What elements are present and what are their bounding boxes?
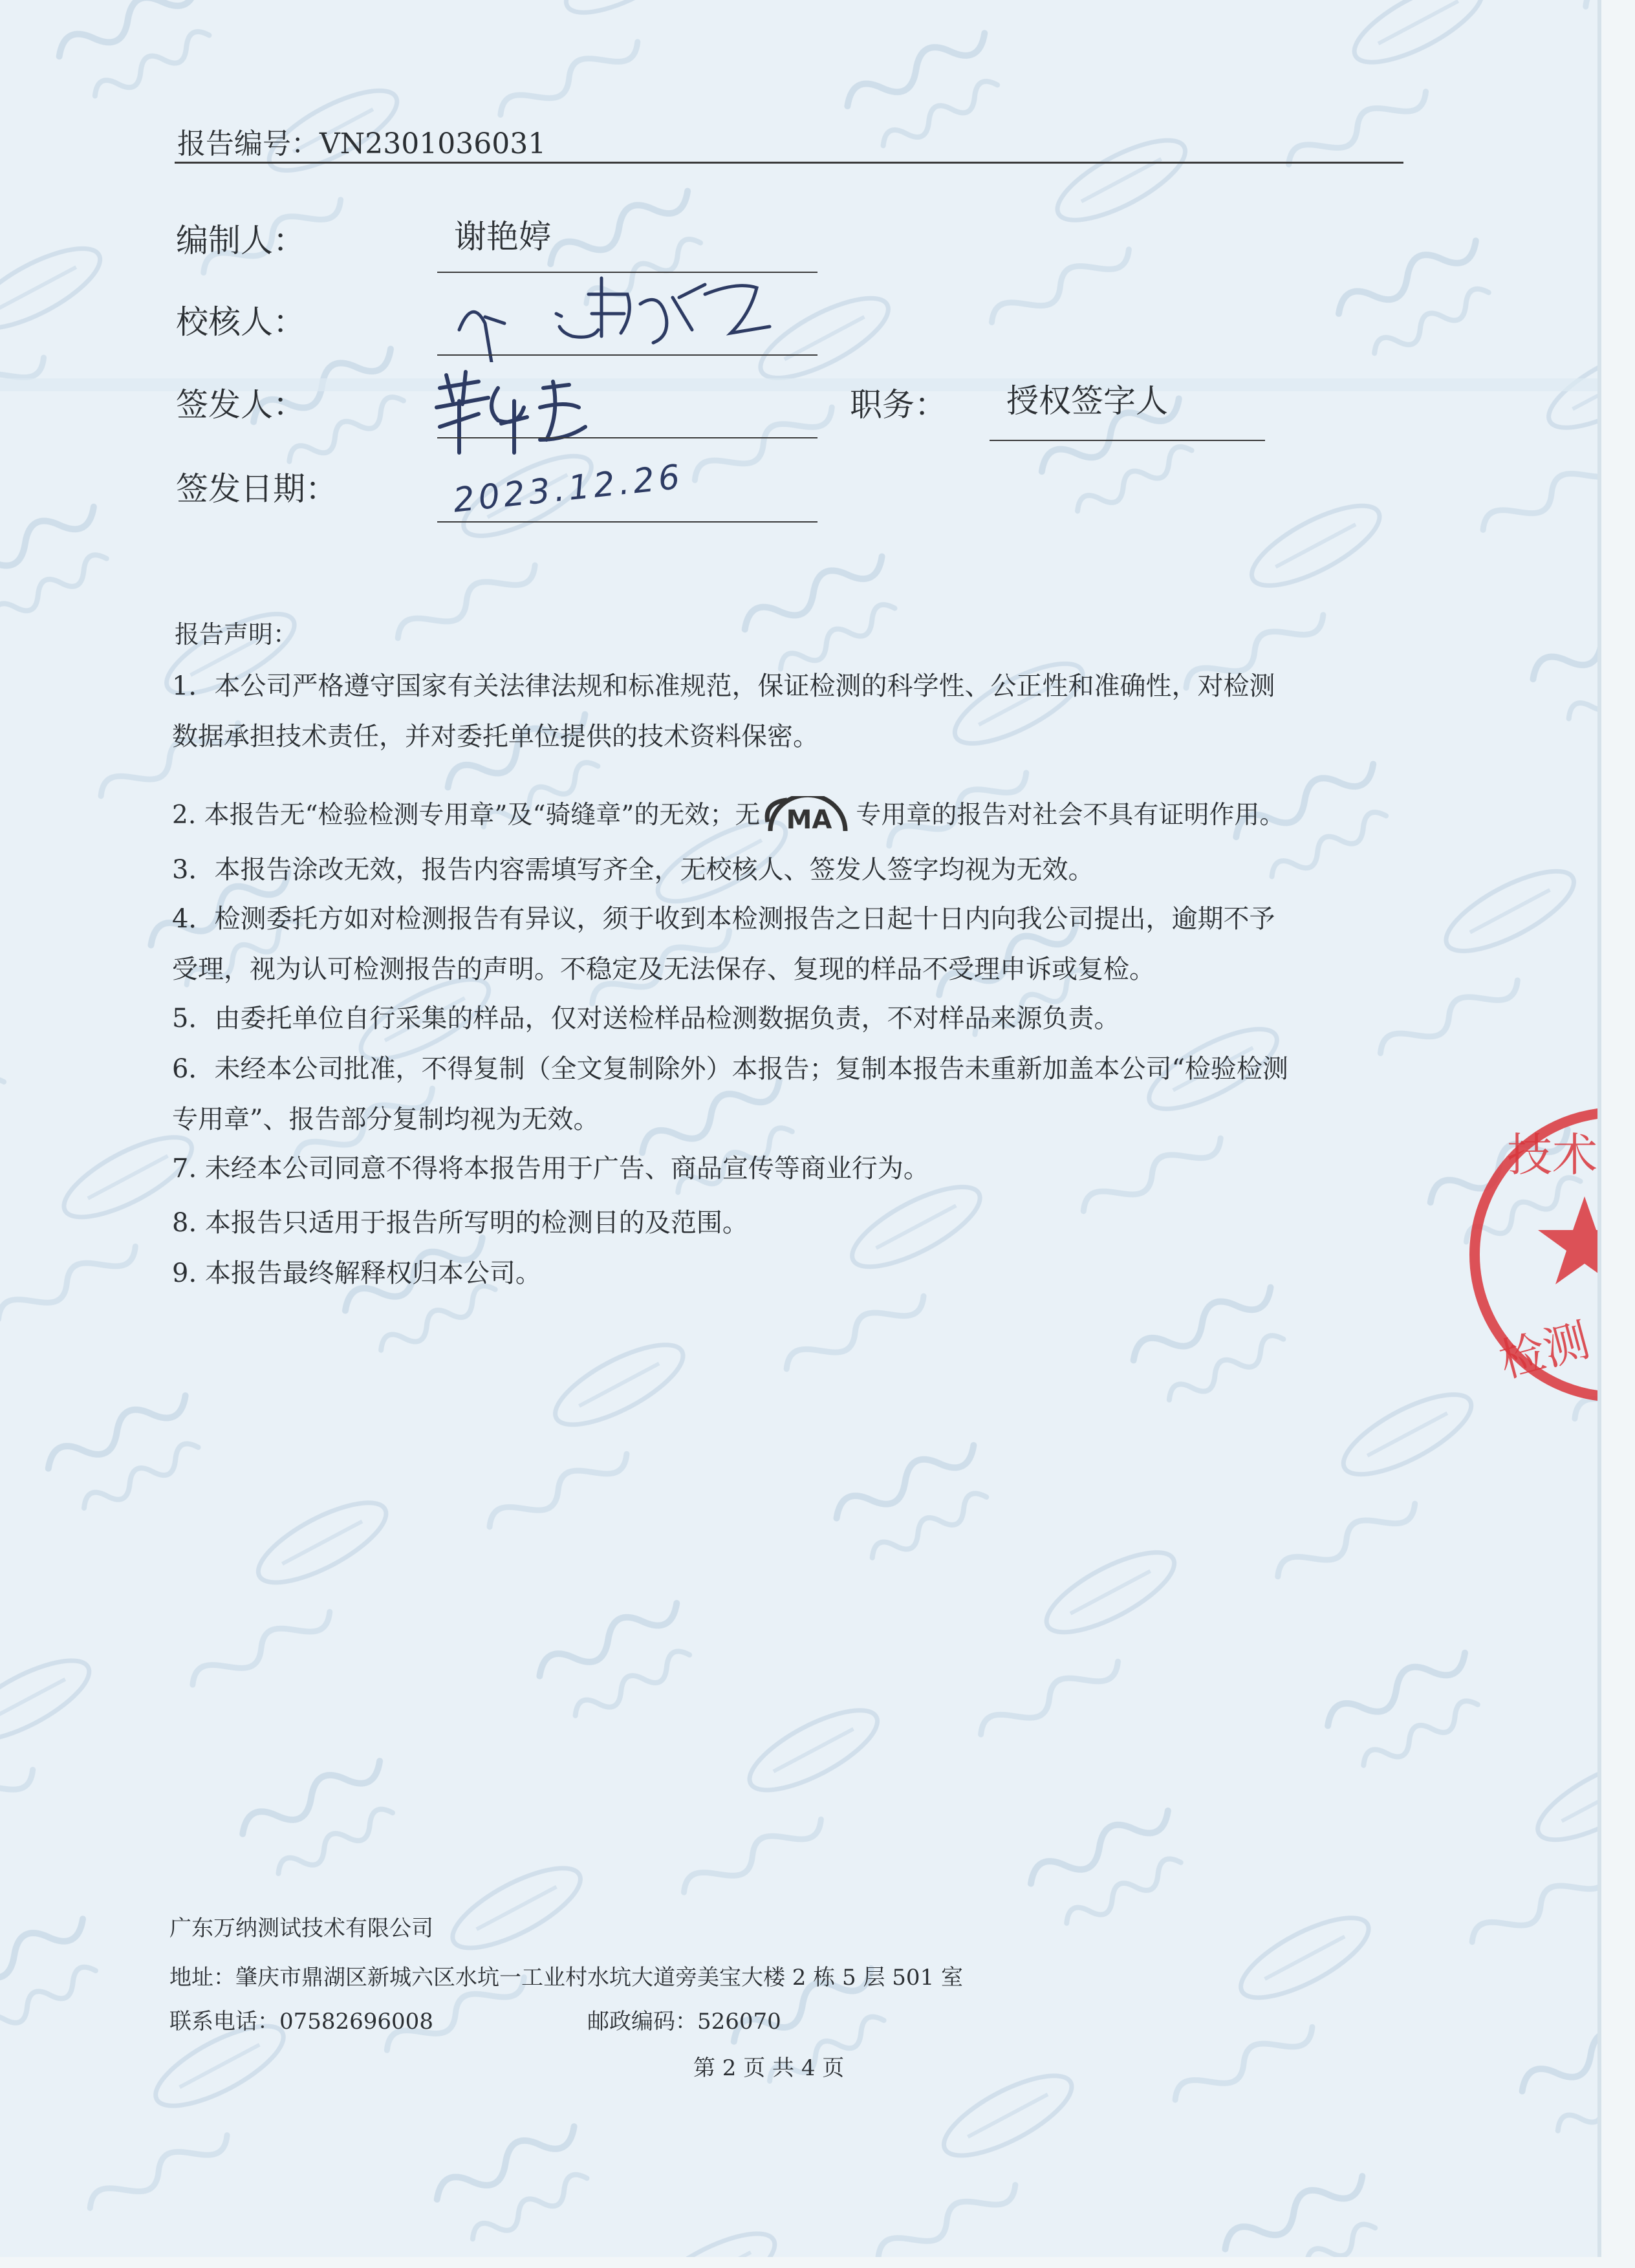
header-divider (175, 162, 1403, 164)
stamp-seal-icon (1468, 1086, 1601, 1423)
declaration-item-4-line-2: 受理，视为认可检测报告的声明。不稳定及无法保存、复现的样品不受理申诉或复检。 (172, 955, 1155, 984)
declaration-item-6 (172, 1044, 1407, 1145)
declaration-item-7 (172, 1143, 1407, 1194)
compiler-name: 谢艳婷 (454, 218, 551, 255)
stamp-text-bottom: 检测 (1493, 1313, 1596, 1388)
declaration-item-6-line-1: 6．未经本公司批准，不得复制（全文复制除外）本报告；复制本报告未重新加盖本公司“检验检测 (172, 1054, 1288, 1084)
declaration-item-7-text: 7. 未经本公司同意不得将本报告用于广告、商品宣传等商业行为。 (172, 1154, 929, 1183)
cma-mark-icon (763, 796, 853, 837)
footer-postcode: 邮政编码：526070 (587, 2009, 781, 2035)
declaration-item-9 (172, 1248, 1407, 1299)
declaration-item-2 (172, 790, 1407, 841)
declaration-item-3 (172, 845, 1407, 895)
reviewer-line (437, 354, 817, 356)
declaration-item-2-part-2: 专用章的报告对社会不具有证明作用。 (856, 801, 1285, 830)
declaration-item-1-line-2: 数据承担技术责任，并对委托单位提供的技术资料保密。 (172, 722, 819, 751)
declaration-item-5 (172, 993, 1407, 1044)
issuer-line (437, 437, 817, 438)
declaration-item-8-text: 8. 本报告只适用于报告所写明的检测目的及范围。 (172, 1208, 748, 1238)
issuer-label: 签发人： (176, 386, 305, 424)
issue-date-handwritten: 2023.12.26 (451, 457, 686, 521)
page-number: 第 2 页 共 4 页 (693, 2055, 845, 2081)
reviewer-label: 校核人： (176, 303, 305, 341)
cma-mark-text: MA (786, 805, 832, 835)
issuer-signature (427, 362, 595, 472)
stamp-text-top: 技术 (1507, 1129, 1597, 1182)
declaration-title: 报告声明： (175, 620, 298, 649)
footer-phone: 联系电话：07582696008 (169, 2009, 433, 2035)
reviewer-signature (446, 259, 808, 362)
footer-address: 地址：肇庆市鼎湖区新城六区水坑一工业村水坑大道旁美宝大楼 2 栋 5 层 501 室 (169, 1965, 964, 1991)
declaration-item-3-text: 3．本报告涂改无效，报告内容需填写齐全，无校核人、签发人签字均视为无效。 (172, 855, 1094, 885)
declaration-item-8 (172, 1198, 1407, 1248)
declaration-item-9-text: 9. 本报告最终解释权归本公司。 (172, 1258, 541, 1288)
issue-date-line (437, 521, 817, 523)
declaration-item-5-text: 5．由委托单位自行采集的样品，仅对送检样品检测数据负责，不对样品来源负责。 (172, 1004, 1120, 1033)
report-number: 报告编号：VN2301036031 (177, 127, 547, 160)
position-value: 授权签字人 (1006, 382, 1168, 420)
position-line (990, 440, 1265, 441)
compiler-label: 编制人： (176, 222, 305, 259)
footer-company: 广东万纳测试技术有限公司 (169, 1916, 433, 1941)
declaration-item-4-line-1: 4．检测委托方如对检测报告有异议，须于收到本检测报告之日起十日内向我公司提出，逾期不予 (172, 904, 1275, 934)
issue-date-label: 签发日期： (176, 470, 338, 508)
declaration-item-6-line-2: 专用章”、报告部分复制均视为无效。 (172, 1105, 600, 1134)
declaration-item-1 (172, 661, 1407, 762)
inspection-stamp (1468, 1086, 1601, 1423)
position-label: 职务： (850, 386, 947, 424)
declaration-item-1-line-1: 1．本公司严格遵守国家有关法律法规和标准规范，保证检测的科学性、公正性和准确性，对检测 (172, 671, 1275, 701)
declaration-item-4 (172, 894, 1407, 995)
declaration-item-2-part-1: 2. 本报告无“检验检测专用章”及“骑缝章”的无效；无 (172, 801, 761, 830)
